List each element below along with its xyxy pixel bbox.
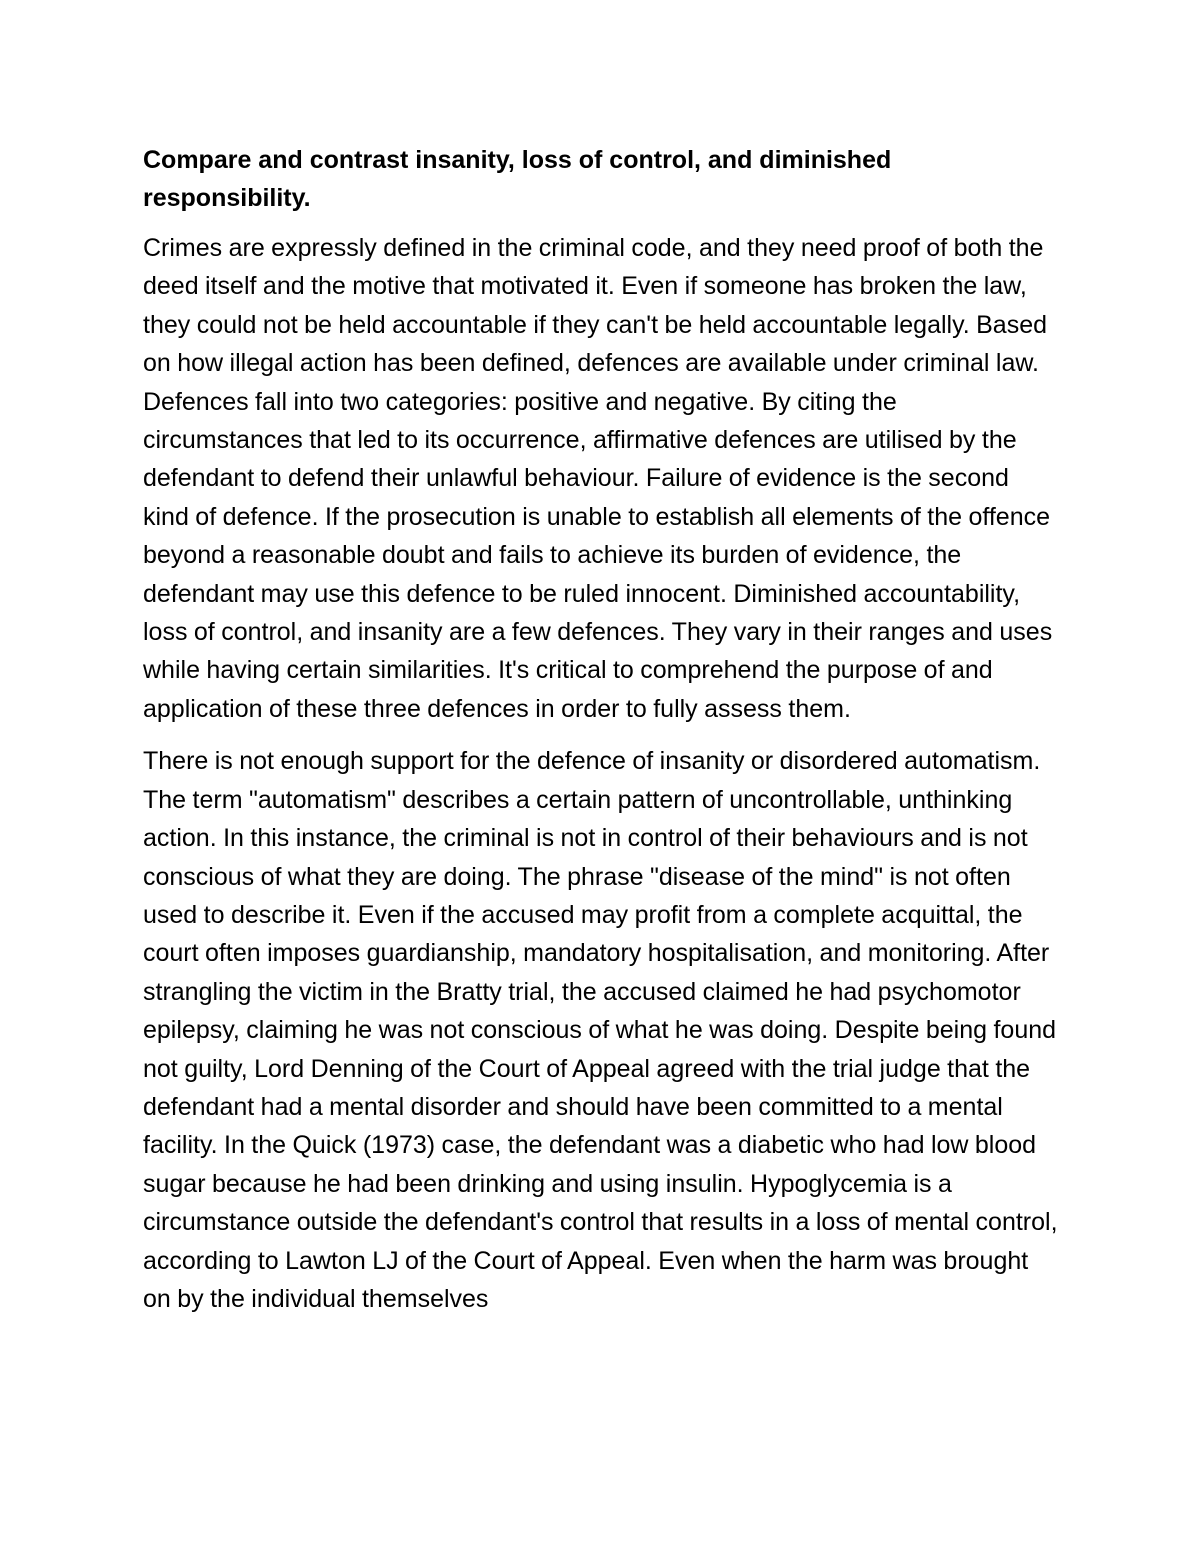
- paragraph-insanity-automatism: There is not enough support for the defence of insanity or disordered automatism. The term "automatism" describes a certain pattern of uncontrollable, unthinking action. In this instance, the criminal is not in control of their behaviours and is not conscious of what they are doing. The phrase "disease of the mind" is not often used to describe it. Even if the accused may profit from a complete acquittal, the court often imposes guardianship, mandatory hospitalisation, and monitoring. After strangling the victim in the Bratty trial, the accused claimed he had psychomotor epilepsy, claiming he was not conscious of what he was doing. Despite being found not guilty, Lord Denning of the Court of Appeal agreed with the trial judge that the defendant had a mental disorder and should have been committed to a mental facility. In the Quick (1973) case, the defendant was a diabetic who had low blood sugar because he had been drinking and using insulin. Hypoglycemia is a circumstance outside the defendant's control that results in a loss of mental control, according to Lawton LJ of the Court of Appeal. Even when the harm was brought on by the individual themselves: [143, 747, 1058, 1313]
- document-title: Compare and contrast insanity, loss of control, and diminished responsibility.: [143, 146, 892, 212]
- paragraph-defences-intro: Crimes are expressly defined in the criminal code, and they need proof of both the deed itself and the motive that motivated it. Even if someone has broken the law, they could not be held accountable if they can't be held accountable legally. Based on how illegal action has been defined, defences are available under criminal law. Defences fall into two categories: positive and negative. By citing the circumstances that led to its occurrence, affirmative defences are utilised by the defendant to defend their unlawful behaviour. Failure of evidence is the second kind of defence. If the prosecution is unable to establish all elements of the offence beyond a reasonable doubt and fails to achieve its burden of evidence, the defendant may use this defence to be ruled innocent. Diminished accountability, loss of control, and insanity are a few defences. They vary in their ranges and uses while having certain similarities. It's critical to comprehend the purpose of and application of these three defences in order to fully assess them.: [143, 234, 1053, 723]
- document-body: [143, 141, 1058, 1332]
